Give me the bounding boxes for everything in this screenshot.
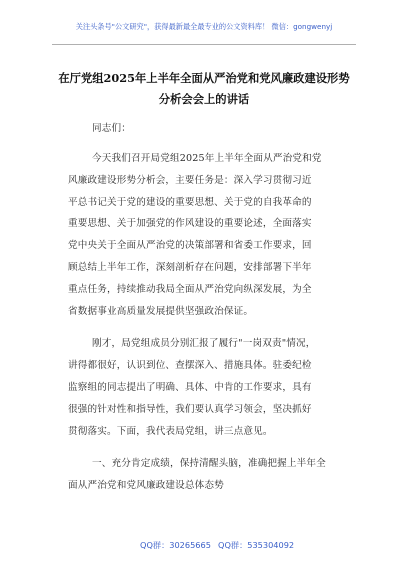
paragraph-line: 重要思想、关于加强党的作风建设的重要论述，全面落实 bbox=[68, 218, 312, 229]
paragraph-line: 平总书记关于党的建设的重要思想、关于党的自我革命的 bbox=[68, 197, 312, 208]
paragraph-line: 监察组的同志提出了明确、具体、中肯的工作要求，具有 bbox=[68, 382, 312, 393]
section-heading-line: 一、充分肯定成绩，保持清醒头脑，准确把握上半年全 bbox=[92, 458, 326, 469]
paragraph-line: 刚才，局党组成员分别汇报了履行"一岗双责"情况， bbox=[92, 338, 316, 349]
paragraph-line: 很强的针对性和指导性，我们要认真学习领会，坚决抓好 bbox=[68, 404, 312, 415]
footer-qq-group-2: QQ群：535304092 bbox=[218, 540, 295, 550]
paragraph-line: 省数据事业高质量发展提供坚强政治保证。 bbox=[68, 306, 254, 317]
paragraph-line: 党中央关于全面从严治党的决策部署和省委工作要求，回 bbox=[68, 240, 312, 251]
header-banner: 关注头条号"公文研究"，获得最新最全最专业的公文资料库！ 微信：gongwenyj bbox=[75, 22, 333, 31]
salutation: 同志们： bbox=[92, 123, 131, 134]
paragraph-line: 顾总结上半年工作，深刻剖析存在问题，安排部署下半年 bbox=[68, 262, 312, 273]
document-title-line-2: 分析会会上的讲话 bbox=[158, 92, 250, 106]
paragraph-line: 今天我们召开局党组2025年上半年全面从严治党和党 bbox=[92, 153, 322, 164]
paragraph-line: 讲得都很好，认识到位、查摆深入、措施具体。驻委纪检 bbox=[68, 360, 312, 371]
footer bbox=[0, 540, 408, 554]
paragraph-line: 风廉政建设形势分析会，主要任务是：深入学习贯彻习近 bbox=[68, 175, 312, 186]
paragraph-line: 贯彻落实。下面，我代表局党组，讲三点意见。 bbox=[68, 426, 273, 437]
paragraph-line: 重点任务，持续推动我局全面从严治党向纵深发展，为全 bbox=[68, 284, 312, 295]
document-title-line-1: 在厅党组2025年上半年全面从严治党和党风廉政建设形势 bbox=[58, 71, 350, 85]
section-heading-line: 面从严治党和党风廉政建设总体态势 bbox=[68, 480, 224, 491]
footer-qq-group-1: QQ群：30265665 bbox=[140, 540, 211, 550]
